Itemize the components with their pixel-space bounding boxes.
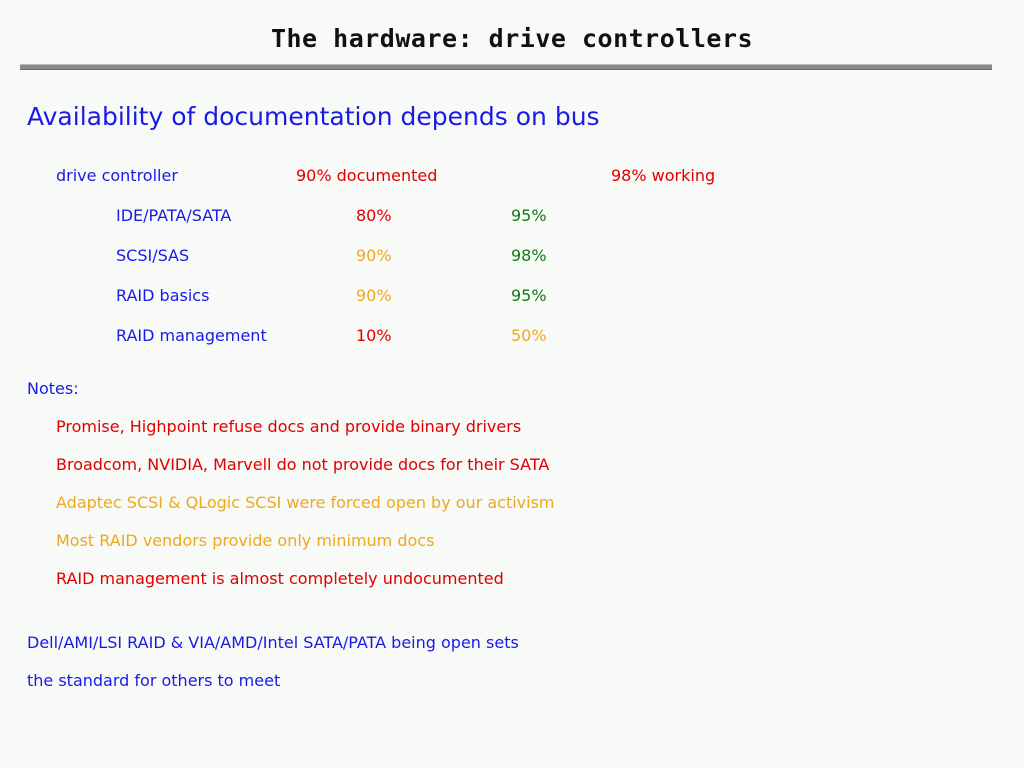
table-row	[116, 316, 1024, 356]
note-item: Most RAID vendors provide only minimum docs	[56, 531, 435, 550]
table-row	[116, 236, 1024, 276]
row-documented: 80%	[356, 206, 392, 225]
row-documented: 90%	[356, 286, 392, 305]
table-row	[116, 276, 1024, 316]
notes-label: Notes:	[27, 379, 79, 398]
table-row	[116, 196, 1024, 236]
slide-body	[0, 100, 1024, 700]
row-name: IDE/PATA/SATA	[116, 206, 232, 225]
intro-text: Availability of documentation depends on bus	[27, 102, 600, 131]
note-item: RAID management is almost completely undocumented	[56, 569, 504, 588]
note-item: Adaptec SCSI & QLogic SCSI were forced open by our activism	[56, 493, 555, 512]
documentation-table	[56, 156, 1024, 356]
row-name: RAID basics	[116, 286, 210, 305]
note-item: Broadcom, NVIDIA, Marvell do not provide docs for their SATA	[56, 455, 550, 474]
header-controller: drive controller	[56, 166, 178, 185]
row-working: 95%	[511, 206, 547, 225]
row-name: SCSI/SAS	[116, 246, 190, 265]
row-documented: 90%	[356, 246, 392, 265]
row-working: 98%	[511, 246, 547, 265]
row-working: 50%	[511, 326, 547, 345]
header-working: 98% working	[611, 166, 716, 185]
closing-line-2: the standard for others to meet	[27, 671, 281, 690]
header-documented: 90% documented	[296, 166, 438, 185]
row-name: RAID management	[116, 326, 267, 345]
table-header-row	[56, 156, 1024, 196]
title-divider	[20, 64, 992, 70]
note-item: Promise, Highpoint refuse docs and provide binary drivers	[56, 417, 522, 436]
row-working: 95%	[511, 286, 547, 305]
row-documented: 10%	[356, 326, 392, 345]
page-title: The hardware: drive controllers	[270, 24, 754, 53]
closing-line-1: Dell/AMI/LSI RAID & VIA/AMD/Intel SATA/PATA being open sets	[27, 633, 519, 652]
